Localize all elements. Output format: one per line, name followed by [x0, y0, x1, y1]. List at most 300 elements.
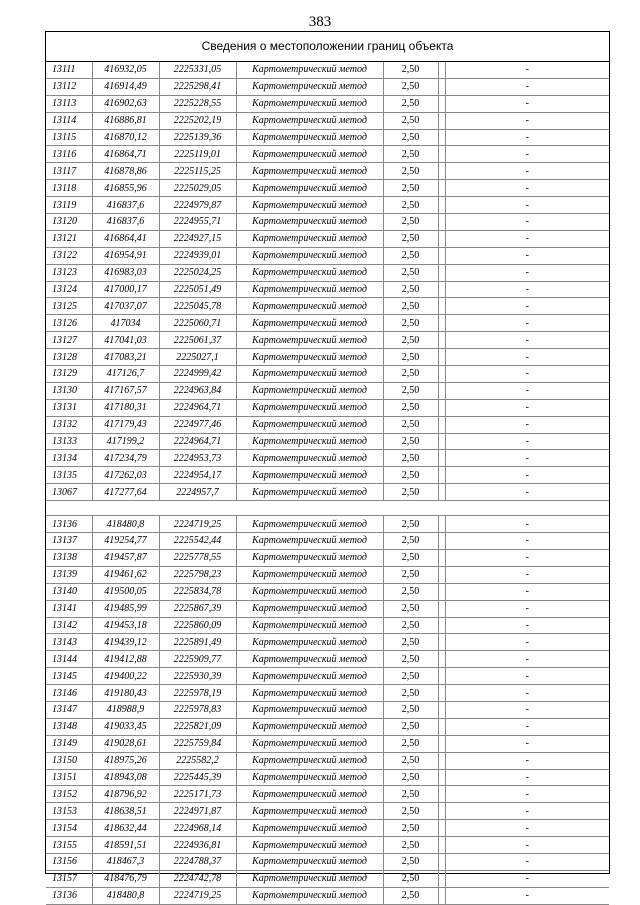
table-row [46, 281, 609, 298]
description-cell: - [445, 197, 609, 214]
x-coordinate-cell: 417034 [92, 315, 159, 332]
page-number: 383 [308, 14, 332, 30]
y-coordinate-cell: 2224788,37 [159, 853, 236, 870]
description-cell: - [445, 112, 609, 129]
method-cell: Картометрический метод [236, 112, 383, 129]
accuracy-cell: 2,50 [383, 78, 438, 95]
point-number-cell: 13115 [46, 129, 92, 146]
table-row [46, 332, 609, 349]
accuracy-cell: 2,50 [383, 566, 438, 583]
description-cell: - [445, 450, 609, 467]
spacer-cell [438, 752, 445, 769]
description-cell: - [445, 566, 609, 583]
table-row [46, 651, 609, 668]
method-cell: Картометрический метод [236, 752, 383, 769]
spacer-cell [438, 600, 445, 617]
spacer-cell [438, 516, 445, 533]
point-number-cell: 13121 [46, 230, 92, 247]
point-number-cell: 13114 [46, 112, 92, 129]
x-coordinate-cell: 419400,22 [92, 668, 159, 685]
table-row [46, 837, 609, 854]
point-number-cell: 13140 [46, 583, 92, 600]
point-number-cell: 13117 [46, 163, 92, 180]
spacer-cell [438, 433, 445, 450]
x-coordinate-cell: 418476,79 [92, 870, 159, 887]
spacer-cell [438, 617, 445, 634]
description-cell: - [445, 146, 609, 163]
table-row [46, 718, 609, 735]
description-cell: - [445, 668, 609, 685]
method-cell: Картометрический метод [236, 230, 383, 247]
y-coordinate-cell: 2225051,49 [159, 281, 236, 298]
x-coordinate-cell: 419500,05 [92, 583, 159, 600]
table-row [46, 853, 609, 870]
method-cell: Картометрический метод [236, 566, 383, 583]
y-coordinate-cell: 2225331,05 [159, 62, 236, 78]
spacer-cell [438, 651, 445, 668]
spacer-cell [438, 264, 445, 281]
spacer-cell [438, 230, 445, 247]
x-coordinate-cell: 416864,71 [92, 146, 159, 163]
accuracy-cell: 2,50 [383, 685, 438, 702]
accuracy-cell: 2,50 [383, 600, 438, 617]
spacer-cell [438, 820, 445, 837]
table-row [46, 399, 609, 416]
y-coordinate-cell: 2225978,19 [159, 685, 236, 702]
description-cell: - [445, 247, 609, 264]
table-row [46, 450, 609, 467]
y-coordinate-cell: 2225542,44 [159, 533, 236, 550]
point-number-cell: 13155 [46, 837, 92, 854]
method-cell: Картометрический метод [236, 516, 383, 533]
description-cell: - [445, 651, 609, 668]
table-row [46, 600, 609, 617]
description-cell: - [445, 887, 609, 904]
y-coordinate-cell: 2224719,25 [159, 887, 236, 904]
x-coordinate-cell: 418591,51 [92, 837, 159, 854]
description-cell: - [445, 230, 609, 247]
spacer-cell [438, 214, 445, 231]
description-cell: - [445, 78, 609, 95]
y-coordinate-cell: 2224964,71 [159, 399, 236, 416]
spacer-cell [438, 668, 445, 685]
table-row [46, 433, 609, 450]
method-cell: Картометрический метод [236, 735, 383, 752]
point-number-cell: 13113 [46, 95, 92, 112]
spacer-cell [438, 112, 445, 129]
point-number-cell: 13134 [46, 450, 92, 467]
table-row [46, 180, 609, 197]
method-cell: Картометрический метод [236, 718, 383, 735]
x-coordinate-cell: 419180,43 [92, 685, 159, 702]
x-coordinate-cell: 418480,8 [92, 887, 159, 904]
description-cell: - [445, 600, 609, 617]
x-coordinate-cell: 419461,62 [92, 566, 159, 583]
point-number-cell: 13142 [46, 617, 92, 634]
method-cell: Картометрический метод [236, 332, 383, 349]
table-row [46, 95, 609, 112]
x-coordinate-cell: 416932,05 [92, 62, 159, 78]
table-row [46, 112, 609, 129]
accuracy-cell: 2,50 [383, 349, 438, 366]
y-coordinate-cell: 2224954,17 [159, 467, 236, 484]
table-row [46, 416, 609, 433]
table-row [46, 887, 609, 904]
spacer-cell [438, 416, 445, 433]
x-coordinate-cell: 417000,17 [92, 281, 159, 298]
description-cell: - [445, 617, 609, 634]
x-coordinate-cell: 416870,12 [92, 129, 159, 146]
table-row [46, 484, 609, 501]
x-coordinate-cell: 416886,81 [92, 112, 159, 129]
point-number-cell: 13126 [46, 315, 92, 332]
accuracy-cell: 2,50 [383, 62, 438, 78]
x-coordinate-cell: 416837,6 [92, 197, 159, 214]
accuracy-cell: 2,50 [383, 786, 438, 803]
method-cell: Картометрический метод [236, 180, 383, 197]
point-number-cell: 13131 [46, 399, 92, 416]
table-row [46, 617, 609, 634]
table-row [46, 735, 609, 752]
description-cell: - [445, 467, 609, 484]
accuracy-cell: 2,50 [383, 180, 438, 197]
spacer-cell [438, 769, 445, 786]
table-row [46, 870, 609, 887]
description-cell: - [445, 820, 609, 837]
boundary-table-frame [45, 31, 610, 902]
x-coordinate-cell: 417083,21 [92, 349, 159, 366]
table-row [46, 315, 609, 332]
accuracy-cell: 2,50 [383, 870, 438, 887]
accuracy-cell: 2,50 [383, 281, 438, 298]
table-row [46, 349, 609, 366]
table-row [46, 685, 609, 702]
accuracy-cell: 2,50 [383, 718, 438, 735]
table-row [46, 129, 609, 146]
y-coordinate-cell: 2225978,83 [159, 701, 236, 718]
table-row [46, 549, 609, 566]
x-coordinate-cell: 416914,49 [92, 78, 159, 95]
table-title: Сведения о местоположении границ объекта [46, 32, 609, 62]
table-row [46, 803, 609, 820]
y-coordinate-cell: 2225860,09 [159, 617, 236, 634]
point-number-cell: 13120 [46, 214, 92, 231]
method-cell: Картометрический метод [236, 634, 383, 651]
table-row [46, 298, 609, 315]
accuracy-cell: 2,50 [383, 214, 438, 231]
y-coordinate-cell: 2225119,01 [159, 146, 236, 163]
point-number-cell: 13141 [46, 600, 92, 617]
description-cell: - [445, 786, 609, 803]
accuracy-cell: 2,50 [383, 651, 438, 668]
method-cell: Картометрический метод [236, 617, 383, 634]
method-cell: Картометрический метод [236, 95, 383, 112]
description-cell: - [445, 95, 609, 112]
x-coordinate-cell: 416954,91 [92, 247, 159, 264]
description-cell: - [445, 315, 609, 332]
accuracy-cell: 2,50 [383, 247, 438, 264]
y-coordinate-cell: 2225139,36 [159, 129, 236, 146]
description-cell: - [445, 718, 609, 735]
spacer-cell [438, 583, 445, 600]
x-coordinate-cell: 418632,44 [92, 820, 159, 837]
x-coordinate-cell: 417126,7 [92, 366, 159, 383]
description-cell: - [445, 752, 609, 769]
table-row [46, 516, 609, 533]
accuracy-cell: 2,50 [383, 701, 438, 718]
x-coordinate-cell: 418943,08 [92, 769, 159, 786]
description-cell: - [445, 634, 609, 651]
accuracy-cell: 2,50 [383, 332, 438, 349]
table-row [46, 769, 609, 786]
method-cell: Картометрический метод [236, 450, 383, 467]
method-cell: Картометрический метод [236, 600, 383, 617]
method-cell: Картометрический метод [236, 416, 383, 433]
method-cell: Картометрический метод [236, 382, 383, 399]
x-coordinate-cell: 419254,77 [92, 533, 159, 550]
description-cell: - [445, 769, 609, 786]
spacer-cell [438, 467, 445, 484]
accuracy-cell: 2,50 [383, 668, 438, 685]
method-cell: Картометрический метод [236, 315, 383, 332]
spacer-cell [438, 718, 445, 735]
spacer-cell [438, 197, 445, 214]
spacer-cell [438, 315, 445, 332]
accuracy-cell: 2,50 [383, 433, 438, 450]
boundary-points-table [46, 62, 609, 905]
accuracy-cell: 2,50 [383, 634, 438, 651]
accuracy-cell: 2,50 [383, 803, 438, 820]
spacer-cell [438, 450, 445, 467]
x-coordinate-cell: 418988,9 [92, 701, 159, 718]
y-coordinate-cell: 2224979,87 [159, 197, 236, 214]
point-number-cell: 13152 [46, 786, 92, 803]
method-cell: Картометрический метод [236, 197, 383, 214]
x-coordinate-cell: 417199,2 [92, 433, 159, 450]
point-number-cell: 13122 [46, 247, 92, 264]
y-coordinate-cell: 2225778,55 [159, 549, 236, 566]
method-cell: Картометрический метод [236, 433, 383, 450]
x-coordinate-cell: 417277,64 [92, 484, 159, 501]
y-coordinate-cell: 2225228,55 [159, 95, 236, 112]
table-row [46, 247, 609, 264]
x-coordinate-cell: 417262,03 [92, 467, 159, 484]
method-cell: Картометрический метод [236, 803, 383, 820]
y-coordinate-cell: 2224999,42 [159, 366, 236, 383]
y-coordinate-cell: 2224742,78 [159, 870, 236, 887]
accuracy-cell: 2,50 [383, 146, 438, 163]
spacer-cell [438, 803, 445, 820]
point-number-cell: 13151 [46, 769, 92, 786]
point-number-cell: 13156 [46, 853, 92, 870]
y-coordinate-cell: 2224971,87 [159, 803, 236, 820]
description-cell: - [445, 62, 609, 78]
y-coordinate-cell: 2224957,7 [159, 484, 236, 501]
point-number-cell: 13133 [46, 433, 92, 450]
accuracy-cell: 2,50 [383, 129, 438, 146]
spacer-cell [438, 549, 445, 566]
description-cell: - [445, 533, 609, 550]
accuracy-cell: 2,50 [383, 853, 438, 870]
y-coordinate-cell: 2225445,39 [159, 769, 236, 786]
point-number-cell: 13112 [46, 78, 92, 95]
point-number-cell: 13157 [46, 870, 92, 887]
x-coordinate-cell: 418480,8 [92, 516, 159, 533]
point-number-cell: 13144 [46, 651, 92, 668]
y-coordinate-cell: 2225027,1 [159, 349, 236, 366]
spacer-cell [438, 180, 445, 197]
table-row [46, 366, 609, 383]
separator-cell [438, 501, 445, 516]
table-row [46, 634, 609, 651]
accuracy-cell: 2,50 [383, 315, 438, 332]
method-cell: Картометрический метод [236, 685, 383, 702]
y-coordinate-cell: 2225821,09 [159, 718, 236, 735]
separator-cell [92, 501, 159, 516]
x-coordinate-cell: 417037,07 [92, 298, 159, 315]
y-coordinate-cell: 2225029,05 [159, 180, 236, 197]
spacer-cell [438, 78, 445, 95]
spacer-cell [438, 129, 445, 146]
method-cell: Картометрический метод [236, 214, 383, 231]
x-coordinate-cell: 418975,26 [92, 752, 159, 769]
x-coordinate-cell: 417167,57 [92, 382, 159, 399]
y-coordinate-cell: 2225061,37 [159, 332, 236, 349]
table-row [46, 786, 609, 803]
point-number-cell: 13123 [46, 264, 92, 281]
point-number-cell: 13129 [46, 366, 92, 383]
y-coordinate-cell: 2225834,78 [159, 583, 236, 600]
point-number-cell: 13143 [46, 634, 92, 651]
point-number-cell: 13116 [46, 146, 92, 163]
separator-cell [159, 501, 236, 516]
point-number-cell: 13125 [46, 298, 92, 315]
spacer-cell [438, 366, 445, 383]
x-coordinate-cell: 416902,63 [92, 95, 159, 112]
description-cell: - [445, 416, 609, 433]
table-row [46, 566, 609, 583]
accuracy-cell: 2,50 [383, 549, 438, 566]
x-coordinate-cell: 418796,92 [92, 786, 159, 803]
separator-cell [46, 501, 92, 516]
description-cell: - [445, 349, 609, 366]
description-cell: - [445, 399, 609, 416]
description-cell: - [445, 298, 609, 315]
method-cell: Картометрический метод [236, 769, 383, 786]
spacer-cell [438, 870, 445, 887]
accuracy-cell: 2,50 [383, 382, 438, 399]
method-cell: Картометрический метод [236, 701, 383, 718]
table-row [46, 62, 609, 78]
description-cell: - [445, 264, 609, 281]
point-number-cell: 13145 [46, 668, 92, 685]
method-cell: Картометрический метод [236, 583, 383, 600]
method-cell: Картометрический метод [236, 668, 383, 685]
y-coordinate-cell: 2225298,41 [159, 78, 236, 95]
spacer-cell [438, 281, 445, 298]
separator-cell [383, 501, 438, 516]
accuracy-cell: 2,50 [383, 735, 438, 752]
point-number-cell: 13153 [46, 803, 92, 820]
description-cell: - [445, 853, 609, 870]
point-number-cell: 13138 [46, 549, 92, 566]
table-row [46, 668, 609, 685]
accuracy-cell: 2,50 [383, 399, 438, 416]
point-number-cell: 13149 [46, 735, 92, 752]
x-coordinate-cell: 419485,99 [92, 600, 159, 617]
table-row [46, 146, 609, 163]
method-cell: Картометрический метод [236, 549, 383, 566]
description-cell: - [445, 516, 609, 533]
accuracy-cell: 2,50 [383, 95, 438, 112]
table-row [46, 467, 609, 484]
accuracy-cell: 2,50 [383, 752, 438, 769]
y-coordinate-cell: 2225024,25 [159, 264, 236, 281]
accuracy-cell: 2,50 [383, 583, 438, 600]
accuracy-cell: 2,50 [383, 264, 438, 281]
spacer-cell [438, 399, 445, 416]
spacer-cell [438, 533, 445, 550]
separator-cell [236, 501, 383, 516]
table-row [46, 264, 609, 281]
accuracy-cell: 2,50 [383, 197, 438, 214]
accuracy-cell: 2,50 [383, 298, 438, 315]
x-coordinate-cell: 416983,03 [92, 264, 159, 281]
point-number-cell: 13154 [46, 820, 92, 837]
method-cell: Картометрический метод [236, 870, 383, 887]
x-coordinate-cell: 418638,51 [92, 803, 159, 820]
description-cell: - [445, 837, 609, 854]
spacer-cell [438, 735, 445, 752]
method-cell: Картометрический метод [236, 366, 383, 383]
x-coordinate-cell: 416864,41 [92, 230, 159, 247]
x-coordinate-cell: 419453,18 [92, 617, 159, 634]
point-number-cell: 13148 [46, 718, 92, 735]
spacer-cell [438, 298, 445, 315]
x-coordinate-cell: 417179,43 [92, 416, 159, 433]
description-cell: - [445, 870, 609, 887]
description-cell: - [445, 180, 609, 197]
point-number-cell: 13136 [46, 516, 92, 533]
method-cell: Картометрический метод [236, 533, 383, 550]
description-cell: - [445, 382, 609, 399]
table-row [46, 214, 609, 231]
description-cell: - [445, 484, 609, 501]
separator-cell [445, 501, 609, 516]
description-cell: - [445, 433, 609, 450]
y-coordinate-cell: 2224977,46 [159, 416, 236, 433]
table-row [46, 382, 609, 399]
x-coordinate-cell: 419439,12 [92, 634, 159, 651]
x-coordinate-cell: 416878,86 [92, 163, 159, 180]
point-number-cell: 13136 [46, 887, 92, 904]
point-number-cell: 13128 [46, 349, 92, 366]
description-cell: - [445, 332, 609, 349]
description-cell: - [445, 685, 609, 702]
method-cell: Картометрический метод [236, 887, 383, 904]
accuracy-cell: 2,50 [383, 163, 438, 180]
point-number-cell: 13124 [46, 281, 92, 298]
spacer-cell [438, 95, 445, 112]
x-coordinate-cell: 417234,79 [92, 450, 159, 467]
accuracy-cell: 2,50 [383, 112, 438, 129]
description-cell: - [445, 366, 609, 383]
y-coordinate-cell: 2225930,39 [159, 668, 236, 685]
point-number-cell: 13146 [46, 685, 92, 702]
method-cell: Картометрический метод [236, 78, 383, 95]
description-cell: - [445, 701, 609, 718]
accuracy-cell: 2,50 [383, 467, 438, 484]
